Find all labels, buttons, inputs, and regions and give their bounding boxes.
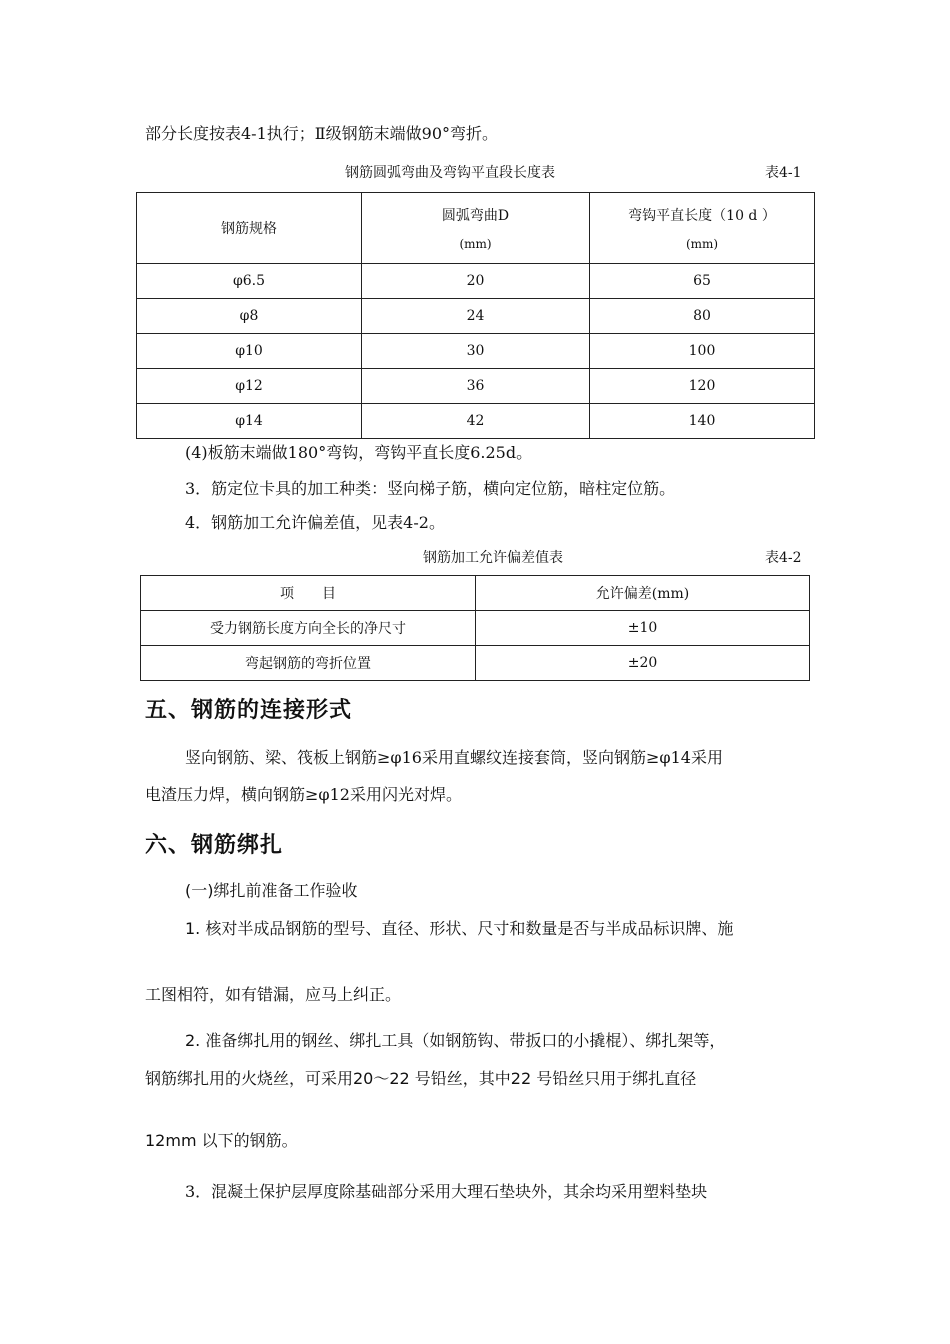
bending-length-table <box>136 192 815 439</box>
table1-number: 表4-1 <box>765 165 802 181</box>
header-cell <box>362 193 590 264</box>
section5-para-line1: 竖向钢筋、梁、筏板上钢筋≥φ16采用直螺纹连接套筒，竖向钢筋≥φ14采用 <box>185 748 723 767</box>
table-row <box>137 264 815 299</box>
header-label: 圆弧弯曲D <box>441 208 510 224</box>
table-row <box>137 369 815 404</box>
clamp-types-text: 3．筋定位卡具的加工种类：竖向梯子筋，横向定位筋，暗柱定位筋。 <box>185 479 676 498</box>
table-row <box>137 404 815 439</box>
table-cell: φ10 <box>137 334 362 369</box>
table-cell: φ8 <box>137 299 362 334</box>
table-cell: 65 <box>590 264 815 299</box>
table-cell: φ14 <box>137 404 362 439</box>
table-row <box>141 611 810 646</box>
table-cell: 弯起钢筋的弯折位置 <box>141 646 476 681</box>
table-cell: ±10 <box>476 611 810 646</box>
header-cell <box>137 193 362 264</box>
header-label: 弯钩平直长度（10 d ） <box>628 208 776 224</box>
table-cell: 受力钢筋长度方向全长的净尺寸 <box>141 611 476 646</box>
item2-line2: 钢筋绑扎用的火烧丝，可采用20～22 号铅丝，其中22 号铅丝只用于绑扎直径 <box>145 1069 697 1088</box>
section5-heading: 五、钢筋的连接形式 <box>145 698 353 723</box>
table-header-row <box>137 193 815 264</box>
table-row <box>141 646 810 681</box>
header-cell: 允许偏差(mm) <box>476 576 810 611</box>
section6-subheading: (一)绑扎前准备工作验收 <box>185 881 358 900</box>
table-cell: φ12 <box>137 369 362 404</box>
table-cell: 30 <box>362 334 590 369</box>
item2-line1: 2. 准备绑扎用的钢丝、绑扎工具（如钢筋钩、带扳口的小撬棍）、绑扎架等， <box>185 1031 726 1050</box>
item1-line2: 工图相符，如有错漏，应马上纠正。 <box>145 985 402 1004</box>
header-unit: (mm) <box>459 237 492 251</box>
table-row <box>137 334 815 369</box>
table-cell: 80 <box>590 299 815 334</box>
table-cell: ±20 <box>476 646 810 681</box>
table-cell: 20 <box>362 264 590 299</box>
section6-heading: 六、钢筋绑扎 <box>145 833 284 858</box>
table-cell: 140 <box>590 404 815 439</box>
table-cell: 36 <box>362 369 590 404</box>
header-cell: 项 目 <box>141 576 476 611</box>
table-cell: 24 <box>362 299 590 334</box>
tolerance-ref-text: 4．钢筋加工允许偏差值，见表4-2。 <box>185 513 445 532</box>
table-cell: φ6.5 <box>137 264 362 299</box>
table-cell: 120 <box>590 369 815 404</box>
table-row <box>137 299 815 334</box>
header-cell <box>590 193 815 264</box>
plate-bar-hook-text: (4)板筋末端做180°弯钩，弯钩平直长度6.25d。 <box>185 443 533 462</box>
table-cell: 42 <box>362 404 590 439</box>
table2-title: 钢筋加工允许偏差值表 <box>423 550 563 566</box>
item2-line3: 12mm 以下的钢筋。 <box>145 1131 298 1150</box>
header-label: 钢筋规格 <box>221 221 277 237</box>
table-header-row <box>141 576 810 611</box>
item3-line1: 3．混凝土保护层厚度除基础部分采用大理石垫块外，其余均采用塑料垫块 <box>185 1182 708 1201</box>
item1-line1: 1. 核对半成品钢筋的型号、直径、形状、尺寸和数量是否与半成品标识牌、施 <box>185 919 734 938</box>
table-cell: 100 <box>590 334 815 369</box>
intro-text: 部分长度按表4-1执行；Ⅱ级钢筋末端做90°弯折。 <box>145 124 499 143</box>
table2-number: 表4-2 <box>765 550 802 566</box>
section5-para-line2: 电渣压力焊，横向钢筋≥φ12采用闪光对焊。 <box>145 785 462 804</box>
tolerance-table <box>140 575 810 681</box>
table1-title: 钢筋圆弧弯曲及弯钩平直段长度表 <box>345 165 555 181</box>
header-unit: (mm) <box>685 237 719 251</box>
